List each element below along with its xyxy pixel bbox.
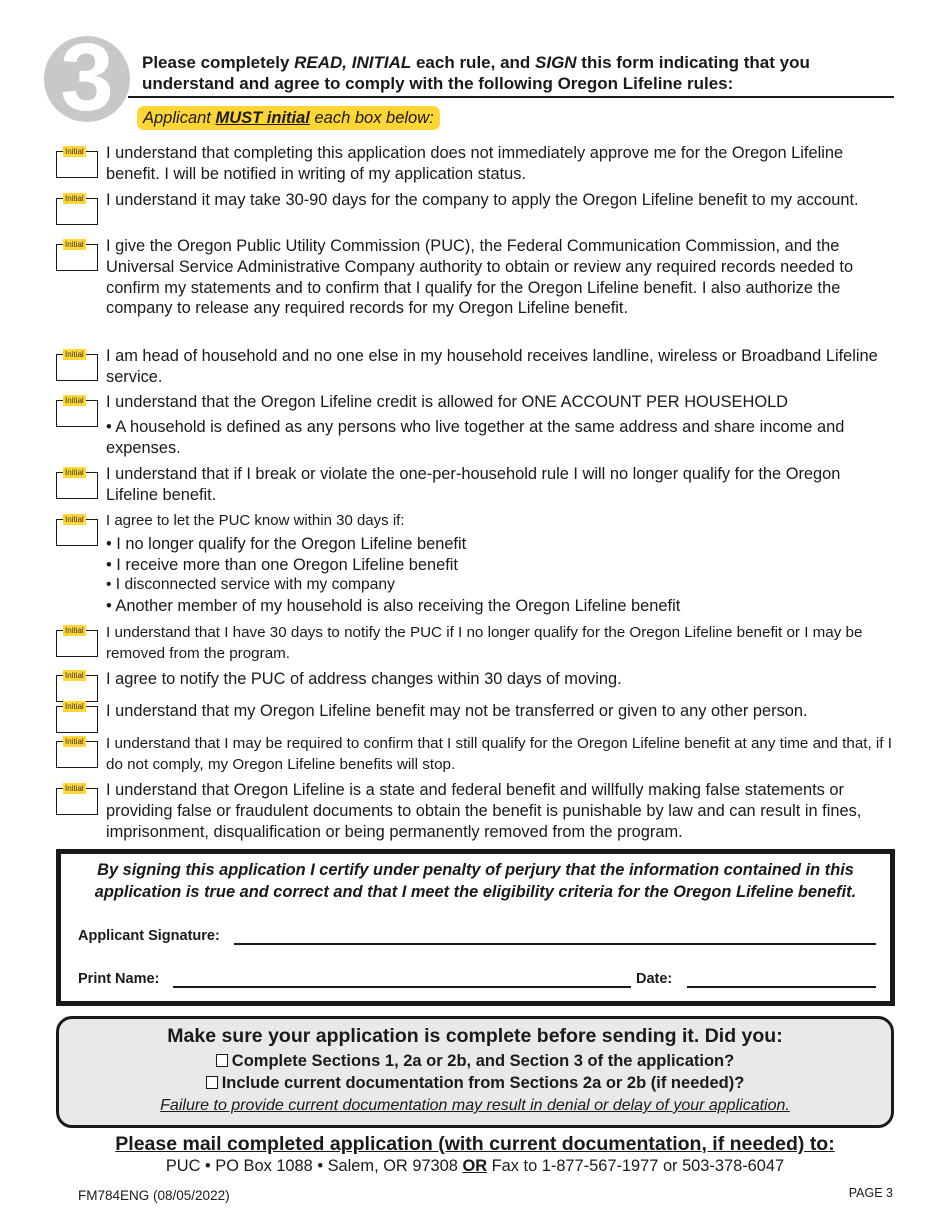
initial-box[interactable]	[56, 702, 98, 733]
rule-text: I am head of household and no one else in my household receives landline, wireless or Broadband Lifeline service.	[106, 347, 878, 386]
rule-bullet: • Another member of my household is also receiving the Oregon Lifeline benefit	[106, 597, 681, 616]
rule-text: I understand that if I break or violate the one-per-household rule I will no longer qualify for the Oregon Lifeline benefit.	[106, 465, 841, 504]
section-number: 3	[60, 24, 114, 131]
rule-bullet: • I receive more than one Oregon Lifeline benefit	[106, 555, 458, 574]
initial-label: Initial	[65, 396, 84, 405]
certification-box	[56, 849, 895, 1006]
rule-text: I understand that Oregon Lifeline is a state and federal benefit and willfully making false statements or providing false or fraudulent documents to obtain the benefit is punishable by law and can result in fines, imprisonment, disqualification or being permanently removed from the program.	[106, 781, 862, 841]
rule-text: I understand it may take 30-90 days for the company to apply the Oregon Lifeline benefit to my account.	[106, 191, 859, 209]
rule-text: I understand that the Oregon Lifeline credit is allowed for ONE ACCOUNT PER HOUSEHOLD • A household is defined as any persons who live together at the same address and share income and expenses.	[106, 393, 845, 457]
signature-line[interactable]	[234, 943, 876, 945]
initial-box[interactable]	[56, 515, 98, 546]
checklist-title: Make sure your application is complete before sending it. Did you:	[167, 1025, 783, 1047]
checkbox[interactable]	[206, 1076, 218, 1089]
initial-label: Initial	[65, 626, 84, 635]
page-number: PAGE 3	[848, 1186, 893, 1200]
initial-box[interactable]	[56, 396, 98, 427]
checkbox[interactable]	[216, 1054, 228, 1067]
initial-label: Initial	[65, 671, 84, 680]
rule-text: I understand that I may be required to confirm that I still qualify for the Oregon Lifeline benefit at any time and that, if I do not comply, my Oregon Lifeline benefits will stop.	[106, 735, 892, 773]
rule-text: I agree to let the PUC know within 30 days if: • I no longer qualify for the Oregon Lifeline benefit • I receive more than one Oregon Lifeline benefit • I disconnected service with my company • Another member of my household is also receiving the Oregon Lifeline benefit	[106, 511, 896, 617]
section-instruction: Please completely READ, INITIAL each rule, and SIGN this form indicating that you understand and agree to comply with the following Oregon Lifeline rules:	[142, 53, 810, 93]
initial-label: Initial	[65, 702, 84, 711]
initial-box[interactable]	[56, 784, 98, 815]
form-id: FM784ENG (08/05/2022)	[78, 1188, 230, 1203]
completion-checklist	[56, 1016, 894, 1128]
rule-text: I understand that completing this application does not immediately approve me for the Oregon Lifeline benefit. I will be notified in writing of my application status.	[106, 144, 844, 183]
initial-instruction-badge: Applicant MUST initial each box below:	[137, 106, 440, 130]
checklist-item: Include current documentation from Sections 2a or 2b (if needed)?	[59, 1074, 891, 1093]
initial-label: Initial	[65, 147, 84, 156]
initial-box[interactable]	[56, 671, 98, 702]
mailing-address: PUC • PO Box 1088 • Salem, OR 97308 OR Fax to 1-877-567-1977 or 503-378-6047	[165, 1157, 785, 1175]
rule-text: I give the Oregon Public Utility Commission (PUC), the Federal Communication Commission, and the Universal Service Administrative Company authority to obtain or review any required records needed to confirm my statements and to confirm that I qualify for the Oregon Lifeline benefit. I also authorize the company to release any required records for my Oregon Lifeline benefit.	[106, 237, 854, 318]
header-divider	[128, 96, 894, 98]
rule-text: I understand that I have 30 days to notify the PUC if I no longer qualify for the Oregon Lifeline benefit or I may be removed from the program.	[106, 624, 863, 662]
rule-bullet: • I no longer qualify for the Oregon Lifeline benefit	[106, 534, 467, 553]
rule-bullet: • I disconnected service with my company	[106, 576, 395, 594]
certification-statement: By signing this application I certify under penalty of perjury that the information contained in this application is true and correct and that I meet the eligibility criteria for the Oregon Lifeline benefit.	[94, 861, 857, 901]
initial-box[interactable]	[56, 626, 98, 657]
initial-label: Initial	[65, 515, 84, 524]
print-name-line[interactable]	[173, 986, 631, 988]
checklist-warning: Failure to provide current documentation may result in denial or delay of your application.	[160, 1097, 790, 1114]
date-label: Date:	[636, 971, 673, 987]
initial-box[interactable]	[56, 350, 98, 381]
initial-box[interactable]	[56, 194, 98, 225]
rule-text: I agree to notify the PUC of address changes within 30 days of moving.	[106, 670, 622, 688]
initial-box[interactable]	[56, 240, 98, 271]
initial-box[interactable]	[56, 737, 98, 768]
date-line[interactable]	[687, 986, 876, 988]
print-name-label: Print Name:	[78, 971, 160, 987]
initial-label: Initial	[65, 240, 84, 249]
initial-label: Initial	[65, 737, 84, 746]
initial-label: Initial	[65, 784, 84, 793]
initial-label: Initial	[65, 194, 84, 203]
checklist-item: Complete Sections 1, 2a or 2b, and Section 3 of the application?	[59, 1052, 891, 1071]
mailing-title: Please mail completed application (with current documentation, if needed) to:	[115, 1133, 835, 1155]
initial-label: Initial	[65, 468, 84, 477]
section-number-badge	[44, 24, 130, 131]
initial-label: Initial	[65, 350, 84, 359]
rule-text: I understand that my Oregon Lifeline benefit may not be transferred or given to any other person.	[106, 702, 808, 720]
initial-box[interactable]	[56, 468, 98, 499]
initial-box[interactable]	[56, 147, 98, 178]
signature-label: Applicant Signature:	[78, 928, 220, 944]
